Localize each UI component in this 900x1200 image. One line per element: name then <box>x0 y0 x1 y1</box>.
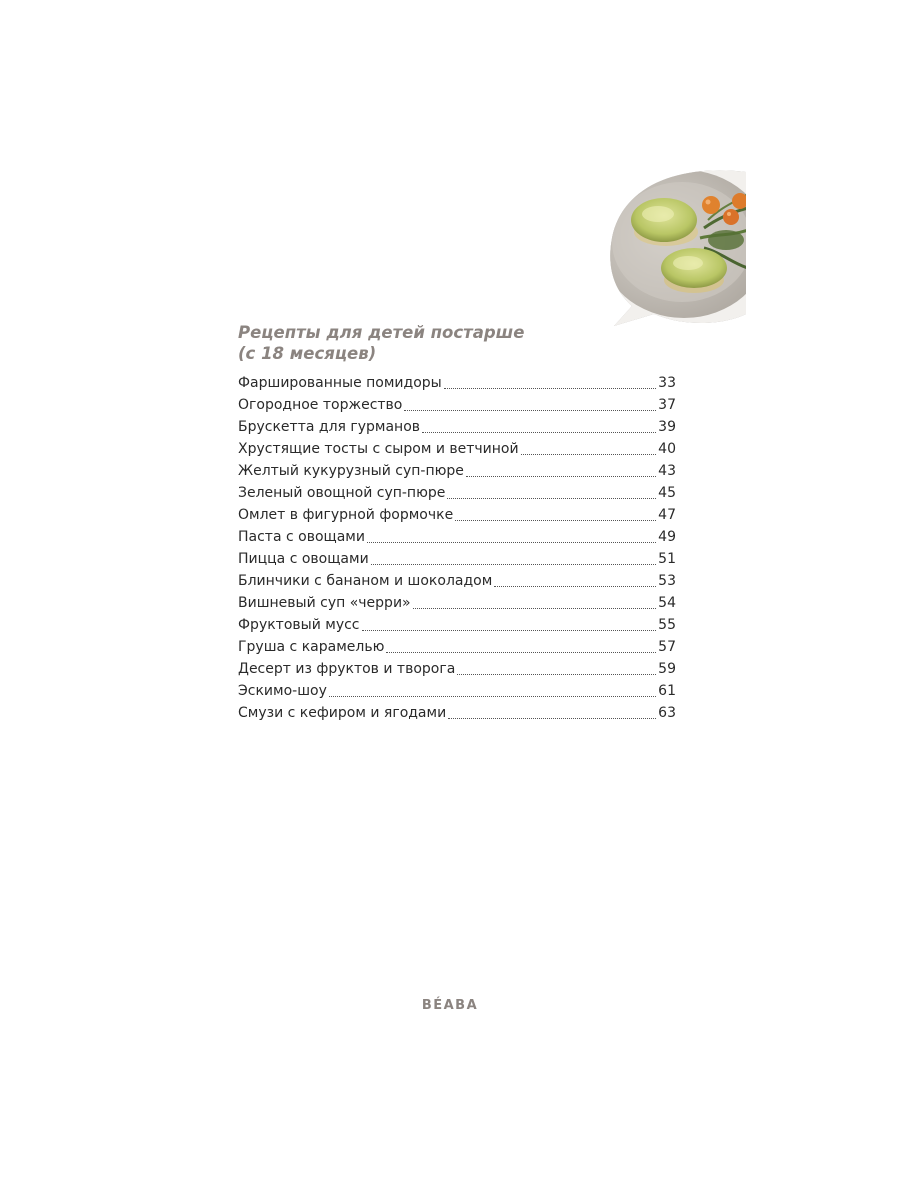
toc-entry-page: 54 <box>658 595 676 611</box>
toc-entry-page: 43 <box>658 463 676 479</box>
toc-entry[interactable] <box>238 394 676 416</box>
toc-entry[interactable] <box>238 482 676 504</box>
toc-entry-title: Паста с овощами <box>238 529 365 545</box>
dot-leader <box>422 432 656 433</box>
dot-leader <box>448 718 656 719</box>
toc-entry[interactable] <box>238 592 676 614</box>
toc-entry-title: Фаршированные помидоры <box>238 375 442 391</box>
toc-entry-page: 59 <box>658 661 676 677</box>
dot-leader <box>367 542 656 543</box>
toc-entry-page: 49 <box>658 529 676 545</box>
toc-entry-title: Вишневый суп «черри» <box>238 595 411 611</box>
toc-entry-page: 51 <box>658 551 676 567</box>
toc-entry-title: Зеленый овощной суп-пюре <box>238 485 446 501</box>
toc-entry-page: 33 <box>658 375 676 391</box>
toc-entry-page: 47 <box>658 507 676 523</box>
section-title <box>238 322 678 364</box>
toc-entry-title: Груша с карамелью <box>238 639 385 655</box>
toc-entry[interactable] <box>238 702 676 724</box>
toc-entry[interactable] <box>238 372 676 394</box>
toc-entry-title: Пицца с овощами <box>238 551 369 567</box>
omelet-top <box>631 198 698 246</box>
toc-entry[interactable] <box>238 614 676 636</box>
toc-entry-title: Хрустящие тосты с сыром и ветчиной <box>238 441 519 457</box>
toc-entry-page: 57 <box>658 639 676 655</box>
brand-logo: BÉABA <box>421 998 479 1013</box>
toc-entry[interactable] <box>238 460 676 482</box>
toc-entry[interactable] <box>238 636 676 658</box>
toc-entry-page: 53 <box>658 573 676 589</box>
dot-leader <box>386 652 656 653</box>
toc-entry[interactable] <box>238 570 676 592</box>
dot-leader <box>444 388 656 389</box>
toc-entry-title: Эскимо-шоу <box>238 683 327 699</box>
dot-leader <box>371 564 657 565</box>
toc-entry[interactable] <box>238 658 676 680</box>
dot-leader <box>404 410 656 411</box>
dot-leader <box>457 674 656 675</box>
dot-leader <box>494 586 656 587</box>
dot-leader <box>466 476 656 477</box>
toc-entry-page: 61 <box>658 683 676 699</box>
toc-entry-page: 39 <box>658 419 676 435</box>
section-title-line-1: Рецепты для детей постарше <box>238 323 525 342</box>
dot-leader <box>447 498 656 499</box>
omelet-bottom <box>661 248 727 293</box>
toc-entry[interactable] <box>238 504 676 526</box>
toc-entry[interactable] <box>238 680 676 702</box>
food-photo-bubble <box>608 168 748 328</box>
toc-entry-page: 37 <box>658 397 676 413</box>
table-of-contents <box>238 372 676 724</box>
dot-leader <box>362 630 657 631</box>
toc-entry-title: Фруктовый мусс <box>238 617 360 633</box>
toc-entry-page: 40 <box>658 441 676 457</box>
dot-leader <box>329 696 656 697</box>
toc-entry[interactable] <box>238 438 676 460</box>
toc-entry-page: 55 <box>658 617 676 633</box>
toc-entry-title: Желтый кукурузный суп-пюре <box>238 463 464 479</box>
toc-entry[interactable] <box>238 416 676 438</box>
toc-entry-title: Смузи с кефиром и ягодами <box>238 705 447 721</box>
dot-leader <box>413 608 657 609</box>
dot-leader <box>455 520 656 521</box>
toc-entry-title: Блинчики с бананом и шоколадом <box>238 573 493 589</box>
section-title-line-2: (с 18 месяцев) <box>238 344 377 363</box>
toc-entry[interactable] <box>238 548 676 570</box>
toc-entry-page: 45 <box>658 485 676 501</box>
toc-entry-title: Десерт из фруктов и творога <box>238 661 456 677</box>
toc-entry-title: Огородное торжество <box>238 397 403 413</box>
toc-entry-page: 63 <box>658 705 676 721</box>
toc-entry-title: Омлет в фигурной формочке <box>238 507 454 523</box>
dot-leader <box>521 454 657 455</box>
toc-entry-title: Брускетта для гурманов <box>238 419 421 435</box>
toc-entry[interactable] <box>238 526 676 548</box>
